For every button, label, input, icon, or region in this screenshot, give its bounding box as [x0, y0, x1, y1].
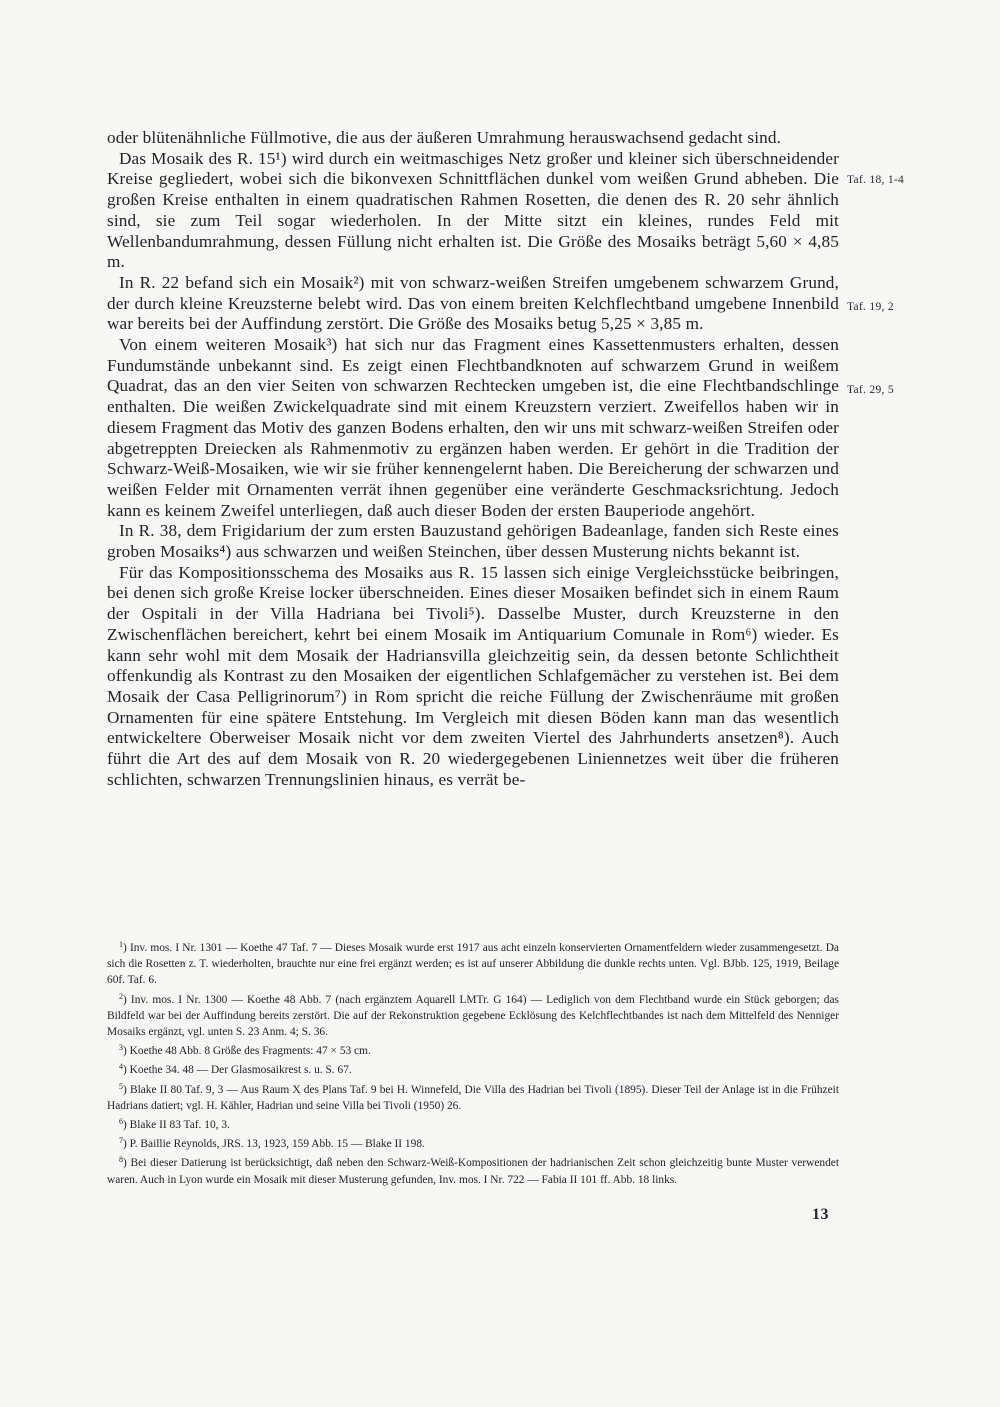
- footnote: $^1$) Inv. mos. I Nr. 1301 — Koethe 47 Taf. 7 — Dieses Mosaik wurde erst 1917 aus acht einzeln konservierten Ornamentfeldern wieder zusammengesetzt. Da sich die Rosetten z. T. wiederholten, brauchte nur eine frei ergänzt werden; es ist auf unserer Abbildung die dunkle rechts unten. Vgl. BJbb. 125, 1919, Beilage 60f. Taf. 6.: [107, 940, 839, 987]
- footnotes: [107, 937, 839, 1188]
- footnote: $^6$) Blake II 83 Taf. 10, 3.: [119, 1117, 230, 1132]
- margin-note: Taf. 29, 5: [847, 384, 894, 396]
- paragraph: Das Mosaik des R. 15¹) wird durch ein weitmaschiges Netz großer und kleiner sich überschneidender Kreise gegliedert, wobei sich die bikonvexen Schnittflächen dunkel vom weißen Grund abheben. Die großen Kreise enthalten in einem quadratischen Rahmen Rosetten, die denen des R. 20 sehr ähnlich sind, sie zum Teil sogar wiederholen. In der Mitte sitzt ein kleines, rundes Feld mit Wellenbandumrahmung, dessen Füllung nicht erhalten ist. Die Größe des Mosaiks beträgt 5,60 × 4,85 m.: [107, 148, 839, 272]
- paragraph: Von einem weiteren Mosaik³) hat sich nur das Fragment eines Kassettenmusters erhalten, dessen Fundumstände unbekannt sind. Es zeigt einen Flechtbandknoten auf schwarzem Grund in weißem Quadrat, das an den vier Seiten von schwarzen Rechtecken umgeben ist, die eine Flechtbandschlinge enthalten. Die weißen Zwickelquadrate sind mit einem Kreuzstern verziert. Zweifellos haben wir in diesem Fragment das Motiv des ganzen Bodens erhalten, den wir uns mit schwarz-weißen Streifen oder abgetreppten Dreiecken als Rahmenmotiv zu ergänzen haben werden. Er gehört in die Tradition der Schwarz-Weiß-Mosaiken, wie wir sie früher kennengelernt haben. Die Bereicherung der schwarzen und weißen Felder mit Ornamenten verrät ihnen gegenüber eine veränderte Geschmacksrichtung. Jedoch kann es keinem Zweifel unterliegen, daß auch dieser Boden der ersten Bauperiode angehört.: [107, 335, 839, 520]
- footnote: $^4$) Koethe 34. 48 — Der Glasmosaikrest s. u. S. 67.: [119, 1062, 352, 1077]
- paragraph: oder blütenähnliche Füllmotive, die aus der äußeren Umrahmung herauswachsend gedacht sind.: [107, 128, 782, 147]
- footnote-number: 4: [119, 1062, 123, 1072]
- footnote-text: Bei dieser Datierung ist berücksichtigt, daß neben den Schwarz-Weiß-Kompositionen der hadrianischen Zeit schon gleichzeitig bunte Muster verwendet waren. Auch in Lyon wurde ein Mosaik mit dieser Musterung gefunden, Inv. mos. I Nr. 722 — Fabia II 101 ff. Abb. 18 links.: [107, 1157, 839, 1186]
- footnote-text: Inv. mos. I Nr. 1301 — Koethe 47 Taf. 7 — Dieses Mosaik wurde erst 1917 aus acht einzeln konservierten Ornamentfeldern wieder zusammengesetzt. Da sich die Rosetten z. T. wiederholten, brauchte nur eine frei ergänzt werden; es ist auf unserer Abbildung die dunkle rechts unten. Vgl. BJbb. 125, 1919, Beilage 60f. Taf. 6.: [107, 942, 839, 987]
- footnote-number: 8: [119, 1155, 123, 1165]
- footnote: $^5$) Blake II 80 Taf. 9, 3 — Aus Raum X des Plans Taf. 9 bei H. Winnefeld, Die Villa des Hadrian bei Tivoli (1895). Dieser Teil der Anlage ist in die Frühzeit Hadrians datiert; vgl. H. Kähler, Hadrian und seine Villa bei Tivoli (1950) 26.: [107, 1081, 839, 1112]
- margin-note: Taf. 18, 1-4: [847, 174, 905, 186]
- footnote: $^2$) Inv. mos. I Nr. 1300 — Koethe 48 Abb. 7 (nach ergänztem Aquarell LMTr. G 164) — Lediglich von dem Flechtband wurde ein Stück geborgen; das Bildfeld war bei der Auffindung bereits zerstört. Die auf der Rekonstruktion gegebene Ecklösung des Kelchflechtbandes ist nach dem Mittelfeld des Nenniger Mosaiks ergänzt, vgl. unten S. 23 Anm. 4; S. 36.: [107, 991, 839, 1039]
- paragraph: Für das Kompositionsschema des Mosaiks aus R. 15 lassen sich einige Vergleichsstücke beibringen, bei denen sich große Kreise locker überschneiden. Eines dieser Mosaiken befindet sich in einem Raum der Ospitali in der Villa Hadriana bei Tivoli⁵). Dasselbe Muster, durch Kreuzsterne in den Zwischenflächen bereichert, kehrt bei einem Mosaik im Antiquarium Comunale in Rom⁶) wieder. Es kann sehr wohl mit dem Mosaik der Hadriansvilla gleichzeitig sein, da dessen betonte Schlichtheit offenkundig als Kontrast zu den Mosaiken der eigentlichen Schlafgemächer zu verstehen ist. Bei dem Mosaik der Casa Pelligrinorum⁷) in Rom spricht die reiche Füllung der Zwischenräume mit großen Ornamenten für eine spätere Entstehung. Im Vergleich mit diesen Böden kann man das wesentlich entwickeltere Oberweiser Mosaik nicht vor dem zweiten Viertel des Jahrhunderts ansetzen⁸). Auch führt die Art des auf dem Mosaik von R. 20 wiedergegebenen Liniennetzes weit über die früheren schlichten, schwarzen Trennungslinien hinaus, es verrät be-: [107, 562, 839, 789]
- margin-note: Taf. 19, 2: [847, 301, 894, 313]
- footnote-number: 2: [119, 991, 123, 1001]
- footnote-text: Blake II 80 Taf. 9, 3 — Aus Raum X des Plans Taf. 9 bei H. Winnefeld, Die Villa des Hadrian bei Tivoli (1895). Dieser Teil der Anlage ist in die Frühzeit Hadrians datiert; vgl. H. Kähler, Hadrian und seine Villa bei Tivoli (1950) 26.: [107, 1083, 839, 1112]
- footnote-number: 7: [119, 1136, 123, 1146]
- footnote-number: 3: [119, 1043, 123, 1053]
- footnote-text: Koethe 34. 48 — Der Glasmosaikrest s. u. S. 67.: [129, 1064, 352, 1077]
- footnote: $^3$) Koethe 48 Abb. 8 Größe des Fragments: 47 × 53 cm.: [119, 1043, 371, 1058]
- body-text: [107, 128, 839, 791]
- footnote: $^8$) Bei dieser Datierung ist berücksichtigt, daß neben den Schwarz-Weiß-Kompositionen der hadrianischen Zeit schon gleichzeitig bunte Muster verwendet waren. Auch in Lyon wurde ein Mosaik mit dieser Musterung gefunden, Inv. mos. I Nr. 722 — Fabia II 101 ff. Abb. 18 links.: [107, 1155, 839, 1186]
- footnote-text: Koethe 48 Abb. 8 Größe des Fragments: 47 × 53 cm.: [129, 1045, 371, 1058]
- page-number: 13: [812, 1206, 829, 1223]
- footnote-text: Blake II 83 Taf. 10, 3.: [129, 1119, 230, 1132]
- footnote-number: 5: [119, 1081, 123, 1091]
- footnote-text: Inv. mos. I Nr. 1300 — Koethe 48 Abb. 7 (nach ergänztem Aquarell LMTr. G 164) — Lediglich von dem Flechtband wurde ein Stück geborgen; das Bildfeld war bei der Auffindung bereits zerstört. Die auf der Rekonstruktion gegebene Ecklösung des Kelchflechtbandes ist nach dem Mittelfeld des Nenniger Mosaiks ergänzt, vgl. unten S. 23 Anm. 4; S. 36.: [107, 993, 839, 1039]
- footnote: $^7$) P. Baillie Reynolds, JRS. 13, 1923, 159 Abb. 15 — Blake II 198.: [119, 1136, 425, 1151]
- footnote-number: 6: [119, 1117, 123, 1127]
- paragraph: In R. 22 befand sich ein Mosaik²) mit von schwarz-weißen Streifen umgebenem schwarzem Grund, der durch kleine Kreuzsterne belebt wird. Das von einem breiten Kelchflechtband umgebene Innenbild war bereits bei der Auffindung zerstört. Die Größe des Mosaiks betug 5,25 × 3,85 m.: [107, 272, 839, 334]
- footnote-text: P. Baillie Reynolds, JRS. 13, 1923, 159 Abb. 15 — Blake II 198.: [129, 1138, 425, 1151]
- paragraph: In R. 38, dem Frigidarium der zum ersten Bauzustand gehörigen Badeanlage, fanden sich Reste eines groben Mosaiks⁴) aus schwarzen und weißen Steinchen, über dessen Musterung nichts bekannt ist.: [107, 521, 839, 562]
- footnote-number: 1: [119, 940, 123, 949]
